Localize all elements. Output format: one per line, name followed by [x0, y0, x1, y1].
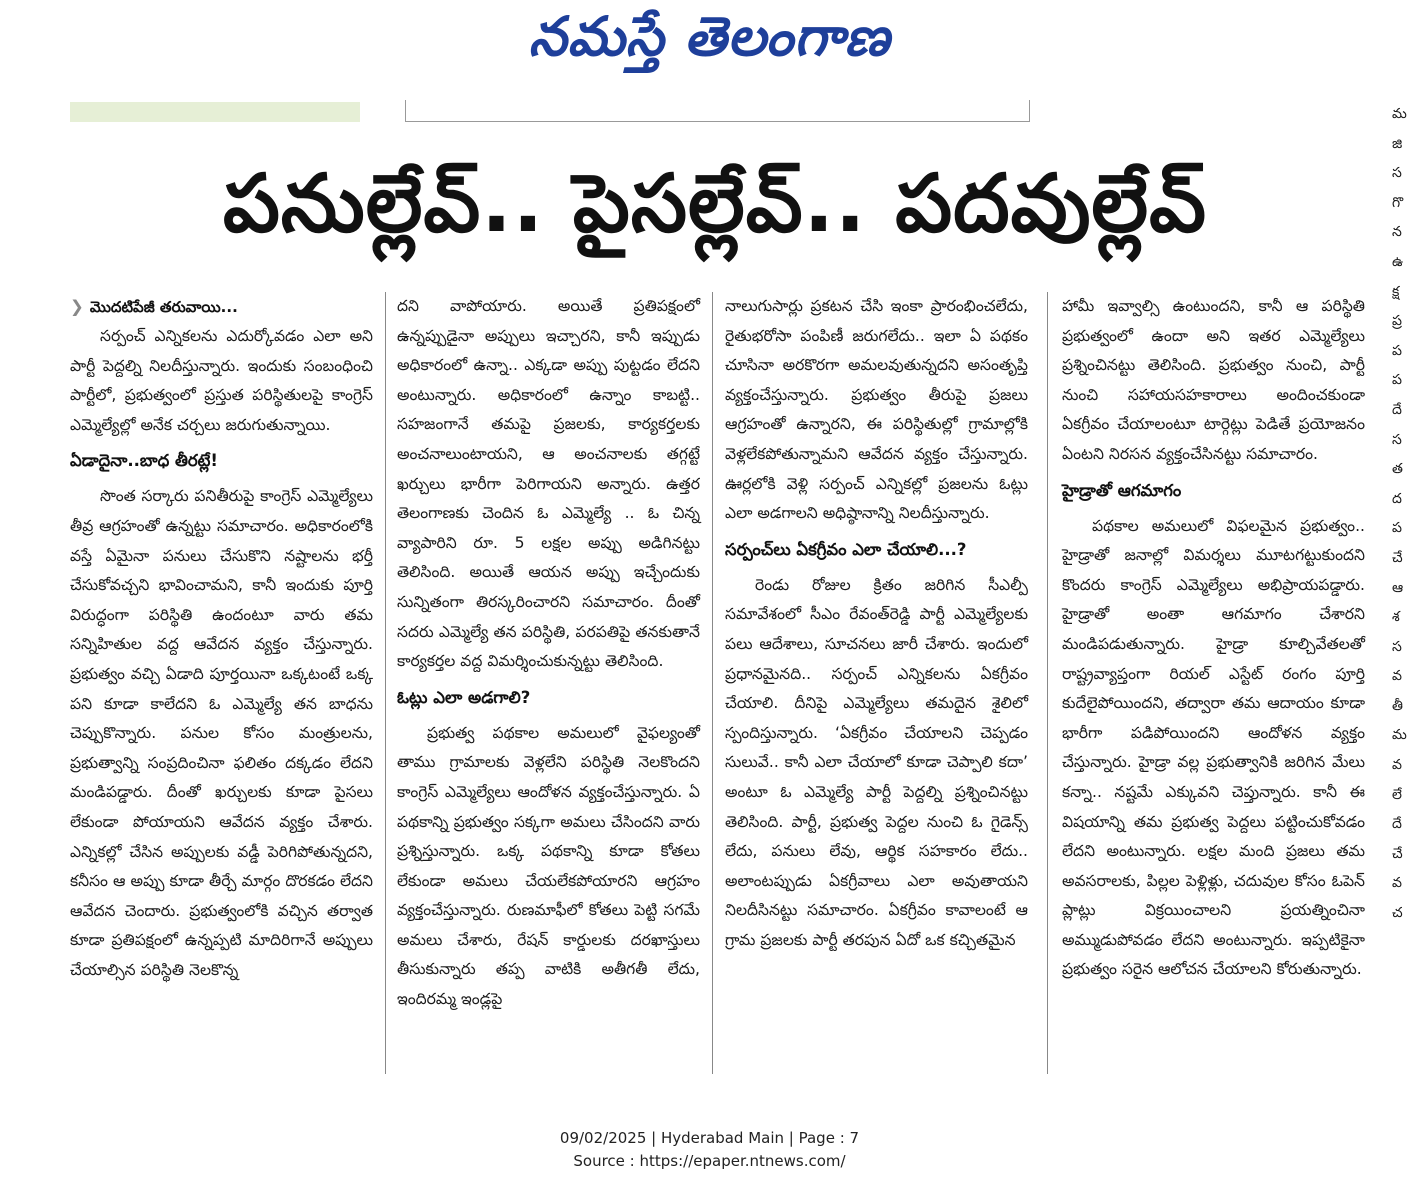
edge-char: మ	[1392, 106, 1407, 122]
paragraph: నాలుగుసార్లు ప్రకటన చేసి ఇంకా ప్రారంభించలేదు, రైతుభరోసా పంపిణీ జరుగలేదు.. ఇలా ఏ పథకం చూసినా అరకొరగా అమలవుతున్నదని అసంతృప్తి వ్యక్తంచేస్తున్నారు. ప్రభుత్వం తీరుపై ప్రజలు ఆగ్రహంతో ఉన్నారని, ఈ పరిస్థితుల్లో గ్రామాల్లోకి వెళ్లలేకపోతున్నామని ఆవేదన వ్యక్తం చేస్తున్నారు. ఊర్లలోకి వెళ్లి సర్పంచ్ ఎన్నికల్లో ప్రజలను ఓట్లు ఎలా అడగాలని అధిష్ఠానాన్ని నిలదీస్తున్నారు.	[725, 297, 1028, 523]
edge-char: తీ	[1392, 697, 1403, 714]
subheading: సర్పంచ్‌లు ఏకగ్రీవం ఎలా చేయాలి...?	[725, 539, 967, 559]
edge-char: మ	[1392, 727, 1407, 744]
subheading: హైడ్రాతో ఆగమాగం	[1062, 480, 1182, 500]
paragraph: హామీ ఇవ్వాల్సి ఉంటుందని, కానీ ఆ పరిస్థితి ప్రభుత్వంలో ఉందా అని ఇతర ఎమ్మెల్యేలు ప్రశ్నించినట్టు తెలిసింది. ప్రభుత్వం నుంచి, పార్టీ నుంచి సహాయసహకారాలు అందించకుండా ఏకగ్రీవం చేయాలంటూ టార్గెట్లు పెడితే ప్రయోజనం ఏంటని నిరసన వ్యక్తంచేసినట్టు సమాచారం.	[1062, 297, 1365, 463]
edge-char: చే	[1392, 549, 1403, 566]
paragraph: సర్పంచ్ ఎన్నికలను ఎదుర్కోవడం ఎలా అని పార్టీ పెద్దల్ని నిలదీస్తున్నారు. ఇందుకు సంబంధించి పార్టీలో, ప్రభుత్వంలో ప్రస్తుత పరిస్థితులపై కాంగ్రెస్ ఎమ్మెల్యేల్లో అనేక చర్చలు జరుగుతున్నాయి.	[70, 327, 373, 434]
edge-char: వ	[1392, 668, 1402, 685]
article-column-2	[397, 292, 700, 1015]
edge-char: ప్ర	[1392, 313, 1402, 330]
paragraph: ప్రభుత్వ పథకాల అమలులో వైఫల్యంతో తాము గ్రామాలకు వెళ్లలేని పరిస్థితి నెలకొందని కాంగ్రెస్ ఎమ్మెల్యేలు ఆందోళన వ్యక్తంచేస్తున్నారు. ఏ పథకాన్ని ప్రభుత్వం సక్కగా అమలు చేసిందని వారు ప్రశ్నిస్తున్నారు. ఒక్క పథకాన్ని కూడా కోతలు లేకుండా అమలు చేయలేకపోయారని ఆగ్రహం వ్యక్తంచేస్తున్నారు. రుణమాఫీలో కోతలు పెట్టి సగమే అమలు చేశారు, రేషన్ కార్డులకు దరఖాస్తులు తీసుకున్నారు తప్ప వాటికి అతీగతీ లేదు, ఇందిరమ్మ ఇండ్లపై	[397, 723, 700, 1009]
edge-char: ద	[1392, 490, 1402, 507]
edge-char: లే	[1392, 786, 1402, 803]
edge-char: న	[1392, 224, 1402, 241]
top-center-box	[405, 100, 1030, 122]
edge-char: స	[1392, 638, 1402, 655]
edge-char: చ	[1392, 905, 1403, 922]
top-left-strip	[70, 102, 360, 122]
subheading: ఓట్లు ఎలా అడగాలి?	[397, 687, 531, 707]
edge-char: ఆ	[1392, 579, 1404, 596]
edge-char: ప	[1392, 342, 1402, 359]
edge-char: గొ	[1392, 194, 1404, 211]
edge-char: దే	[1392, 816, 1402, 833]
adjacent-article-edge	[1392, 100, 1419, 1120]
edge-char: త	[1392, 461, 1403, 478]
column-divider	[1047, 292, 1048, 1074]
chevron-right-icon: ❯	[70, 297, 84, 316]
edge-char: శ	[1392, 609, 1400, 626]
edge-char: ఉ	[1392, 253, 1404, 270]
article-column-1	[70, 292, 373, 985]
column-divider	[712, 292, 713, 1074]
masthead-logo: నమస్తే తెలంగాణ	[528, 5, 891, 68]
edge-char: ప	[1392, 372, 1402, 389]
paragraph: దని వాపోయారు. అయితే ప్రతిపక్షంలో ఉన్నప్పుడైనా అప్పులు ఇచ్చారని, కానీ ఇప్పుడు అధికారంలో ఉన్నా.. ఎక్కడా అప్పు పుట్టడం లేదని అంటున్నారు. అధికారంలో ఉన్నాం కాబట్టి.. సహజంగానే తమపై ప్రజలకు, కార్యకర్తలకు అంచనాలుంటాయని, ఆ అంచనాలకు తగ్గట్టే ఖర్చులు భారీగా పెరిగాయని అన్నారు. ఉత్తర తెలంగాణకు చెందిన ఓ ఎమ్మెల్యే .. ఓ చిన్న వ్యాపారిని రూ. 5 లక్షల అప్పు అడిగినట్టు తెలిసింది. అయితే ఆయన అప్పు ఇచ్చేందుకు సున్నితంగా తిరస్కరించారని సమాచారం. దీంతో సదరు ఎమ్మెల్యే తన పరిస్థితి, పరపతిపై తనకుతానే కార్యకర్తల వద్ద విమర్శించుకున్నట్టు తెలిసింది.	[397, 297, 700, 671]
edge-char: వ	[1392, 875, 1402, 892]
edge-char: జి	[1392, 135, 1403, 152]
edge-char: క్ష	[1392, 283, 1400, 300]
edge-char: చే	[1392, 845, 1403, 862]
edge-char: ప	[1392, 520, 1402, 537]
footer-edition-info: 09/02/2025 | Hyderabad Main | Page : 7	[559, 1129, 860, 1147]
headline: పనుల్లేవ్.. పైసల్లేవ్.. పదవుల్లేవ్	[222, 157, 1208, 250]
paragraph: సొంత సర్కారు పనితీరుపై కాంగ్రెస్ ఎమ్మెల్యేలు తీవ్ర ఆగ్రహంతో ఉన్నట్టు సమాచారం. అధికారంలోకి వస్తే ఏమైనా పనులు చేసుకొని నష్టాలను భర్తీ చేసుకోవచ్చని భావించామని, కానీ ఇందుకు పూర్తి విరుద్ధంగా పరిస్థితి ఉందంటూ వారు తమ సన్నిహితుల వద్ద ఆవేదన వ్యక్తం చేస్తున్నారు. ప్రభుత్వం వచ్చి ఏడాది పూర్తయినా ఒక్కటంటే ఒక్క పని కూడా కాలేదని ఓ ఎమ్మెల్యే తన బాధను చెప్పుకొన్నారు. పనుల కోసం మంత్రులను, ప్రభుత్వాన్ని సంప్రదించినా ఫలితం దక్కడం లేదని మండిపడ్డారు. దీంతో ఖర్చులకు కూడా పైసలు లేకుండా పోయాయని ఆవేదన వ్యక్తం చేశారు. ఎన్నికల్లో చేసిన అప్పులకు వడ్డీ పెరిగిపోతున్నదని, కనీసం ఆ అప్పు కూడా తీర్చే మార్గం దొరకడం లేదని ఆవేదన చెందారు. ప్రభుత్వంలోకి వచ్చిన తర్వాత కూడా ప్రతిపక్షంలో ఉన్నప్పటి మాదిరిగానే అప్పులు చేయాల్సిన పరిస్థితి నెలకొన్న	[70, 487, 373, 979]
edge-char: స	[1392, 165, 1402, 182]
article-column-4	[1062, 292, 1365, 985]
paragraph: రెండు రోజుల క్రితం జరిగిన సీఎల్పీ సమావేశంలో సీఎం రేవంత్‌రెడ్డి పార్టీ ఎమ్మెల్యేలకు పలు ఆదేశాలు, సూచనలు జారీ చేశారు. ఇందులో ప్రధానమైనది.. సర్పంచ్ ఎన్నికలను ఏకగ్రీవం చేయాలి. దీనిపై ఎమ్మెల్యేలు తమదైన శైలిలో స్పందిస్తున్నారు. ‘ఏకగ్రీవం చేయాలని చెప్పడం సులువే.. కానీ ఎలా చేయాలో కూడా చెప్పాలి కదా’ అంటూ ఓ ఎమ్మెల్యే పార్టీ పెద్దల్ని ప్రశ్నించినట్టు తెలిసింది. పార్టీ, ప్రభుత్వ పెద్దల నుంచి ఓ గైడెన్స్ లేదు, పనులు లేవు, ఆర్థిక సహకారం లేదు.. అలాంటప్పుడు ఏకగ్రీవాలు ఎలా అవుతాయని నిలదీసినట్టు సమాచారం. ఏకగ్రీవం కావాలంటే ఆ గ్రామ ప్రజలకు పార్టీ తరపున ఏదో ఒక కచ్చితమైన	[725, 575, 1028, 949]
article-column-3	[725, 292, 1028, 955]
edge-char: వ	[1392, 757, 1402, 774]
paragraph: పథకాల అమలులో విఫలమైన ప్రభుత్వం.. హైడ్రాతో జనాల్లో విమర్శలు మూటగట్టుకుందని కొందరు కాంగ్రెస్ ఎమ్మెల్యేలు అభిప్రాయపడ్డారు. హైడ్రాతో అంతా ఆగమాగం చేశారని మండిపడుతున్నారు. హైడ్రా కూల్చివేతలతో రాష్ట్రవ్యాప్తంగా రియల్ ఎస్టేట్ రంగం పూర్తి కుదేలైపోయిందని, తద్వారా తమ ఆదాయం కూడా భారీగా పడిపోయిందని ఆందోళన వ్యక్తం చేస్తున్నారు. హైడ్రా వల్ల ప్రభుత్వానికి జరిగిన మేలు కన్నా.. నష్టమే ఎక్కువని చెప్తున్నారు. కానీ ఈ విషయాన్ని తమ ప్రభుత్వ పెద్దలు పట్టించుకోవడం లేదని అంటున్నారు. లక్షల మంది ప్రజలు తమ అవసరాలకు, పిల్లల పెళ్లిళ్లు, చదువుల కోసం ఓపెన్ ప్లాట్లు విక్రయించాలని ప్రయత్నించినా అమ్ముడుపోవడం లేదని అంటున్నారు. ఇప్పటికైనా ప్రభుత్వం సరైన ఆలోచన చేయాలని కోరుతున్నారు.	[1062, 516, 1365, 979]
masthead	[0, 4, 1419, 70]
subheading: ఏడాదైనా..బాధ తీరట్లే!	[70, 451, 218, 471]
edge-char: స	[1392, 431, 1402, 448]
kicker	[70, 292, 373, 322]
footer-source-link[interactable]: Source : https://epaper.ntnews.com/	[573, 1152, 846, 1170]
edge-char: దే	[1392, 401, 1402, 418]
kicker-text: మొదటిపేజీ తరువాయి...	[89, 298, 238, 316]
column-divider	[385, 292, 386, 1074]
